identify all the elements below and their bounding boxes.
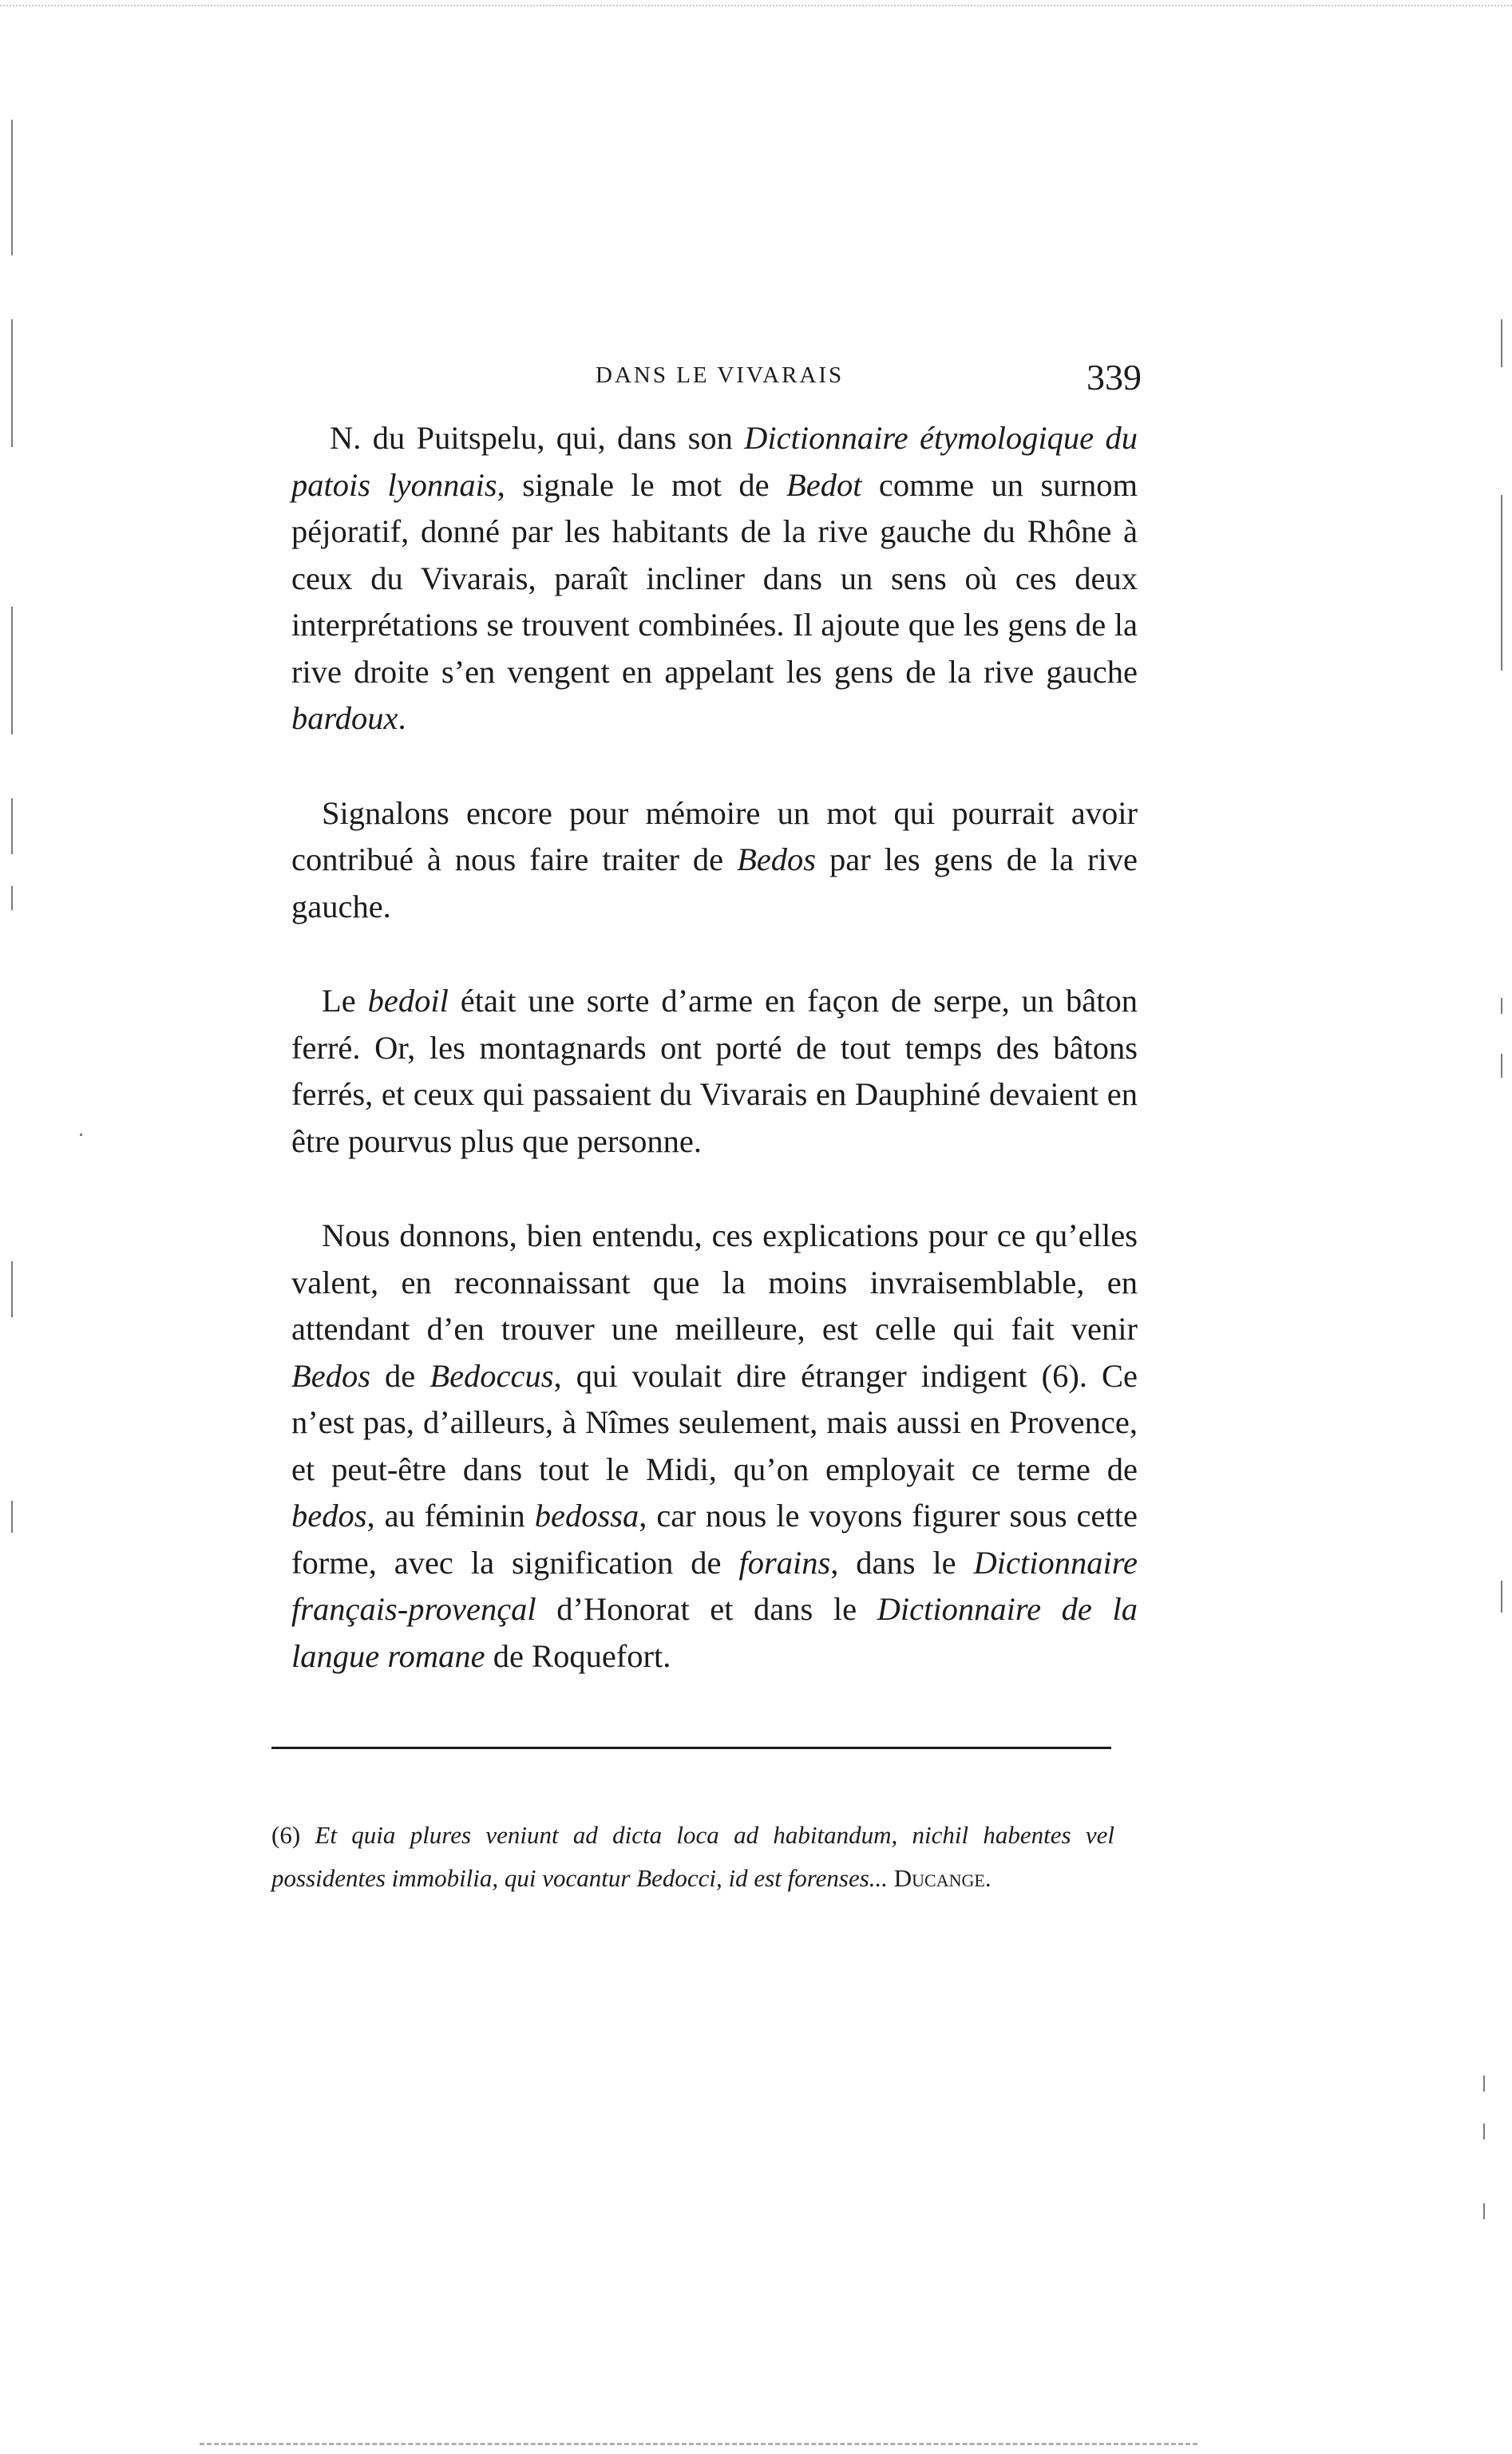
italic-text: Bedos — [737, 841, 817, 877]
italic-text: bedoil — [367, 983, 449, 1019]
italic-text: Dictionnaire de la langue romane — [291, 1591, 1138, 1674]
text-run: N. du Puitspelu, qui, dans son — [330, 420, 745, 456]
text-run: Signalons encore pour mémoire un mot qui pourrait avoir contribué à nous faire traiter de — [291, 794, 1138, 877]
text-run: , car nous le voyons figurer sous cette forme, avec la signification de — [291, 1498, 1138, 1581]
scan-mark — [11, 120, 13, 255]
text-run: Le — [322, 983, 368, 1019]
paragraph — [291, 790, 1138, 931]
scan-mark — [1501, 1581, 1502, 1613]
page-number: 339 — [1087, 357, 1142, 398]
italic-text: forains — [738, 1544, 831, 1581]
footnote-text: Et quia plures veniunt ad dicta loca ad habitandum, nichil habentes vel possidentes immobilia, qui vocantur Bedocci, id est forenses... — [271, 1821, 1115, 1892]
text-run: d’Honorat et dans le — [536, 1591, 877, 1627]
footnote-author: Ducange. — [893, 1864, 992, 1892]
scan-mark — [1483, 2076, 1485, 2092]
italic-text: Dictionnaire étymologique du patois lyonnais — [291, 420, 1138, 503]
paragraph — [291, 1213, 1138, 1680]
text-run: , dans le — [830, 1544, 974, 1581]
text-run: Nous donnons, bien entendu, ces explications pour ce qu’elles valent, en reconnaissant que la moins invraisemblable, en attendant d’en trouver une meilleure, est celle qui fait venir — [291, 1217, 1138, 1347]
running-title: DANS LE VIVARAIS — [596, 362, 845, 388]
text-run: était une sorte d’arme en façon de serpe, un bâton ferré. Or, les montagnards ont porté de tout temps des bâtons ferrés, et ceux qui passaient du Vivarais en Dauphiné devaient en être pourvus plus que personne. — [291, 983, 1138, 1159]
italic-text: bardoux — [291, 700, 398, 736]
scan-mark — [11, 1501, 13, 1533]
scan-edge-bottom — [200, 2443, 1197, 2445]
italic-text: Bedoccus — [429, 1357, 554, 1394]
scan-mark — [80, 1134, 82, 1136]
running-head — [295, 357, 1142, 409]
italic-text: Dictionnaire français-provençal — [291, 1544, 1138, 1627]
italic-text: Bedot — [786, 466, 862, 503]
scan-mark — [1501, 1054, 1502, 1078]
scan-mark — [11, 319, 13, 447]
text-run: par les gens de la rive gauche. — [291, 841, 1138, 924]
scan-mark — [1501, 495, 1502, 671]
scan-mark — [1501, 998, 1502, 1014]
text-run: de — [370, 1357, 430, 1394]
scan-mark — [11, 886, 13, 910]
paragraph — [291, 415, 1138, 742]
scan-mark — [11, 798, 13, 854]
text-run: , signale le mot de — [497, 466, 787, 503]
text-run: comme un surnom péjoratif, donné par les habitants de la rive gauche du Rhône à ceux du Vivarais, paraît incliner dans un sens où ces deux interprétations se trouvent combinées. Il ajoute que les gens de la rive droite s’en vengent en appelant les gens de la rive gauche — [291, 466, 1138, 690]
footnote — [271, 1814, 1114, 1900]
scan-mark — [1483, 2124, 1485, 2139]
italic-text: bedos — [291, 1498, 367, 1534]
scan-mark — [11, 607, 13, 734]
body-text — [291, 415, 1138, 1728]
paragraph — [291, 978, 1138, 1165]
text-run: , au féminin — [366, 1498, 535, 1534]
text-run: . — [398, 700, 406, 736]
italic-text: Bedos — [291, 1357, 370, 1394]
scan-mark — [1483, 2203, 1485, 2219]
footnote-rule — [271, 1747, 1111, 1749]
footnote-number: (6) — [271, 1821, 301, 1849]
scan-edge-top — [0, 5, 1512, 6]
scan-mark — [1501, 319, 1502, 367]
italic-text: bedossa — [534, 1498, 639, 1534]
scan-mark — [11, 1261, 13, 1317]
text-run: , qui voulait dire étranger indigent (6). Ce n’est pas, d’ailleurs, à Nîmes seulement, mais aussi en Provence, et peut-être dans tout le Midi, qu’on employait ce terme de — [291, 1357, 1138, 1487]
text-run: de Roquefort. — [485, 1637, 671, 1674]
